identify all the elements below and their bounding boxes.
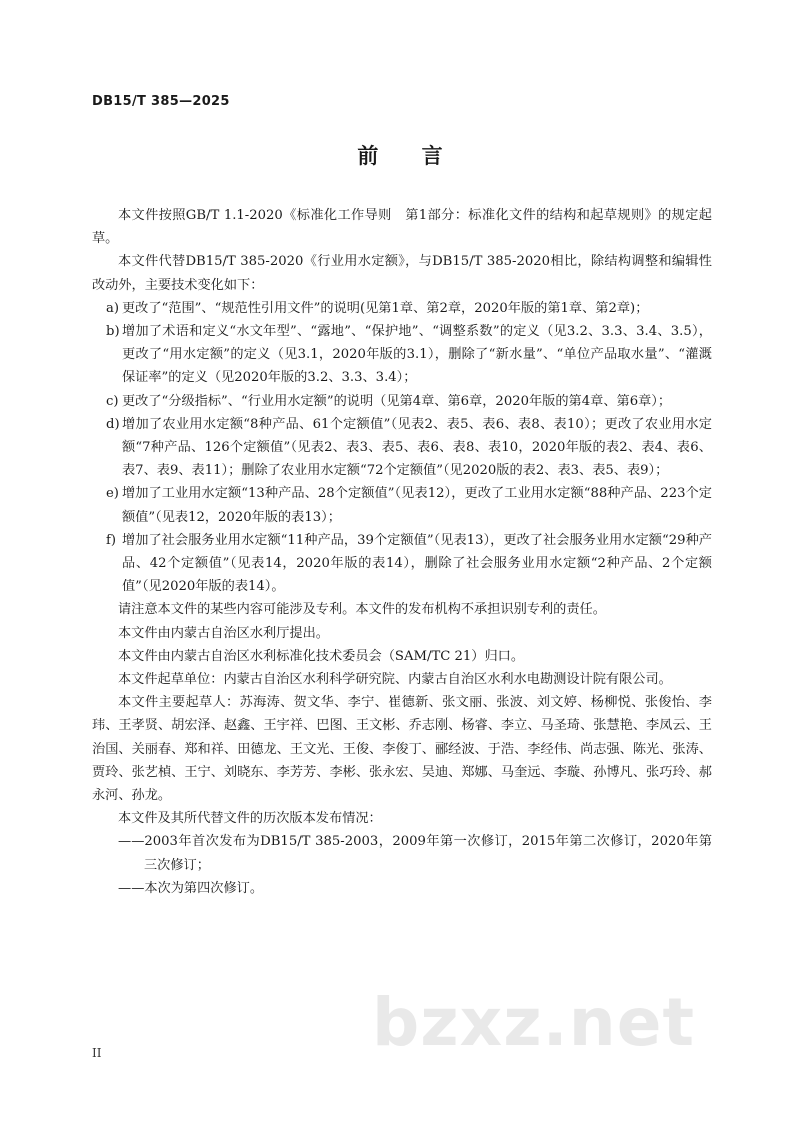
list-item-text: 更改了“范围”、“规范性引用文件”的说明(见第1章、第2章，2020年版的第1章、第2章)； — [122, 300, 649, 316]
history-list — [92, 830, 712, 900]
list-marker: d) — [106, 416, 120, 432]
paragraph-centralized-by: 本文件由内蒙古自治区水利标准化技术委员会（SAM/TC 21）归口。 — [118, 648, 525, 664]
paragraph-drafting-rules: 本文件按照GB/T 1.1-2020《标准化工作导则 第1部分：标准化文件的结构和起草规则》的规定起草。 — [92, 208, 712, 247]
list-item — [92, 390, 712, 413]
list-item-text: 增加了工业用水定额“13种产品、28个定额值”（见表12），更改了工业用水定额“88种产品、223个定额值”（见表12，2020年版的表13）； — [122, 486, 712, 525]
paragraph-drafting-units: 本文件起草单位：内蒙古自治区水利科学研究院、内蒙古自治区水利水电勘测设计院有限公司。 — [118, 672, 672, 688]
history-item-text: ——本次为第四次修订。 — [118, 880, 264, 896]
history-item — [92, 830, 712, 876]
paragraph-drafters: 本文件主要起草人：苏海涛、贺文华、李宁、崔德新、张文丽、张波、刘文婷、杨柳悦、张俊怡、李玮、王孝贤、胡宏泽、赵鑫、王宇祥、巴图、王文彬、乔志刚、杨睿、李立、马圣琦、张慧艳、李凤云、王治国、关丽春、郑和祥、田德龙、王文光、王俊、李俊丁、郦经波、于浩、李经伟、尚志强、陈光、张涛、贾玲、张艺楨、王宁、刘晓东、李芳芳、李彬、张永宏、吴迪、郑娜、马奎远、李璇、孙博凡、张巧玲、郝永河、孙龙。 — [92, 695, 712, 804]
list-item — [92, 320, 712, 390]
list-item-text: 增加了社会服务业用水定额“11种产品，39个定额值”（见表13），更改了社会服务业用水定额“29种产品、42个定额值”（见表14，2020年版的表14），删除了社会服务业用水定额“2种产品、2个定额值”（见2020年版的表14）。 — [122, 532, 712, 595]
list-item — [92, 297, 712, 320]
paragraph-proposed-by: 本文件由内蒙古自治区水利厅提出。 — [118, 625, 329, 641]
changes-list — [92, 297, 712, 599]
list-item — [92, 529, 712, 599]
list-item — [92, 413, 712, 483]
list-marker: f) — [106, 532, 117, 548]
list-item-text: 增加了农业用水定额“8种产品、61个定额值”（见表2、表5、表6、表8、表10）；更改了农业用水定额“7种产品、126个定额值”（见表2、表3、表5、表6、表8、表10，2020年版的表2、表4、表6、表7、表9、表11）；删除了农业用水定额“72个定额值”（见2020版的表2、表3、表5、表9）； — [122, 416, 712, 479]
list-marker: e) — [106, 486, 119, 502]
list-marker: b) — [106, 324, 120, 340]
list-item — [92, 482, 712, 528]
page-number: II — [92, 1046, 102, 1060]
document-body — [92, 204, 712, 900]
history-item — [92, 877, 712, 900]
history-item-text: ——2003年首次发布为DB15/T 385-2003，2009年第一次修订，2015年第二次修订，2020年第三次修订； — [118, 834, 712, 873]
list-item-text: 增加了术语和定义“水文年型”、“露地”、“保护地”、“调整系数”的定义（见3.2、3.3、3.4、3.5），更改了“用水定额”的定义（见3.1，2020年版的3.1），删除了“新水量”、“单位产品取水量”、“灌溉保证率”的定义（见2020年版的3.2、3.3、3.4）； — [122, 324, 712, 386]
page-title: 前 言 — [357, 144, 461, 168]
watermark: bzxz.net — [372, 984, 696, 1061]
paragraph-patent-notice: 请注意本文件的某些内容可能涉及专利。本文件的发布机构不承担识别专利的责任。 — [118, 602, 606, 618]
list-marker: c) — [106, 393, 119, 409]
paragraph-replacement: 本文件代替DB15/T 385-2020《行业用水定额》，与DB15/T 385-2020相比，除结构调整和编辑性改动外，主要技术变化如下： — [92, 254, 712, 293]
paragraph-history-intro: 本文件及其所代替文件的历次版本发布情况： — [118, 811, 382, 827]
list-marker: a) — [106, 300, 120, 316]
list-item-text: 更改了“分级指标”、“行业用水定额”的说明（见第4章、第6章，2020年版的第4章、第6章）； — [122, 393, 672, 409]
standard-code: DB15/T 385—2025 — [92, 94, 230, 109]
